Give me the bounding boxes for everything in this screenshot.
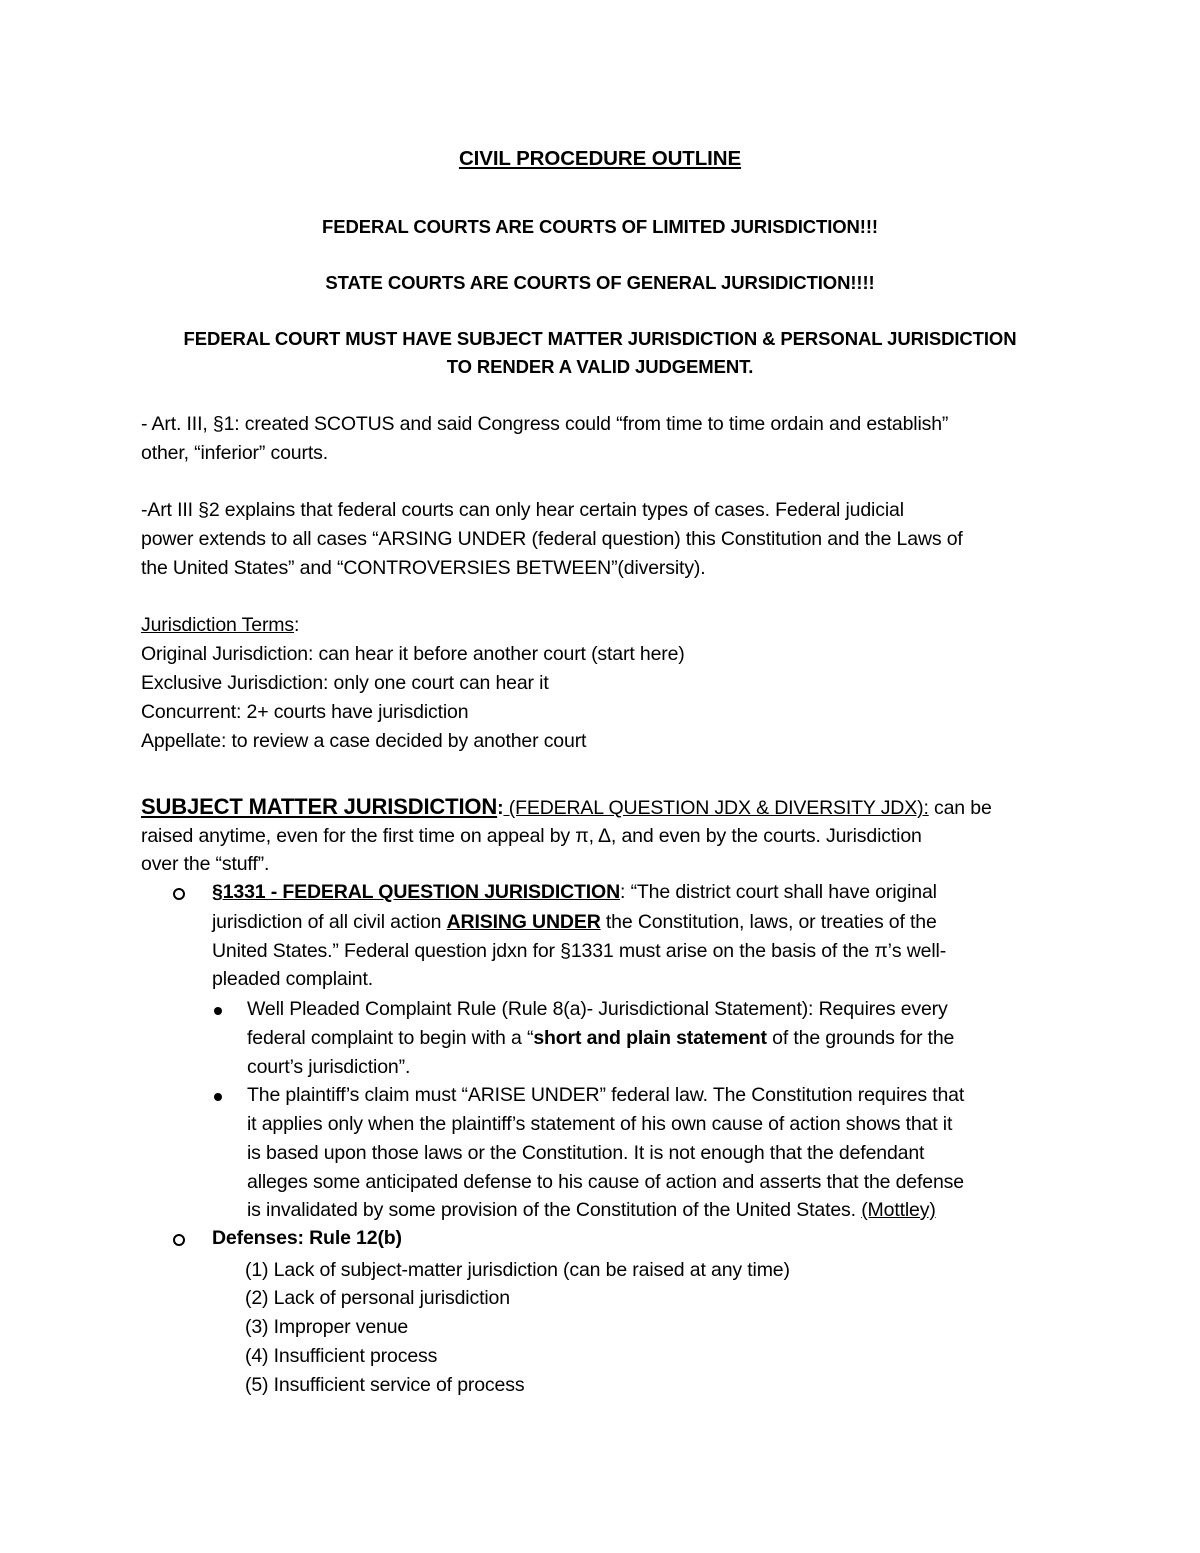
arise-line-5: is invalidated by some provision of the Constitution of the United States. (Mottley) (247, 1199, 936, 1221)
art-iii-s2-line-3: the United States” and “CONTROVERSIES BETWEEN”(diversity). (141, 557, 706, 579)
term-original: Original Jurisdiction: can hear it before another court (start here) (141, 643, 685, 665)
fq-line-2: jurisdiction of all civil action ARISING UNDER the Constitution, laws, or treaties of the (212, 911, 937, 933)
heading-valid-judgement-1: FEDERAL COURT MUST HAVE SUBJECT MATTER JURISDICTION & PERSONAL JURISDICTION (183, 328, 1017, 349)
arise-line-2: it applies only when the plaintiff’s statement of his own cause of action shows that it (247, 1113, 953, 1135)
document-title: CIVIL PROCEDURE OUTLINE (458, 147, 742, 170)
arise-line-3: is based upon those laws or the Constitution. It is not enough that the defendant (247, 1142, 925, 1164)
short-and-plain: short and plain statement (533, 1027, 767, 1049)
smj-line-2: raised anytime, even for the first time on appeal by π, Δ, and even by the courts. Jurisdiction (141, 825, 922, 847)
circle-bullet-icon (173, 888, 185, 900)
arise-line-1: The plaintiff’s claim must “ARISE UNDER” federal law. The Constitution requires that (247, 1084, 965, 1106)
smj-heading: SUBJECT MATTER JURISDICTION (141, 794, 498, 819)
defense-item: (2) Lack of personal jurisdiction (245, 1287, 510, 1309)
fq-line-4: pleaded complaint. (212, 968, 373, 990)
disc-bullet-icon (214, 1093, 222, 1101)
smj-paren: (FEDERAL QUESTION JDX & DIVERSITY JDX): (503, 797, 929, 819)
heading-valid-judgement-2: TO RENDER A VALID JUDGEMENT. (446, 356, 754, 377)
circle-bullet-icon (173, 1234, 185, 1246)
art-iii-s2-line-2: power extends to all cases “ARSING UNDER (federal question) this Constitution and the Laws of (141, 528, 963, 550)
art-iii-s1-line-2: other, “inferior” courts. (141, 442, 328, 464)
term-concurrent: Concurrent: 2+ courts have jurisdiction (141, 701, 469, 723)
fq-line-1: §1331 - FEDERAL QUESTION JURISDICTION: “The district court shall have original (212, 881, 937, 903)
arising-under: ARISING UNDER (446, 911, 601, 933)
term-exclusive: Exclusive Jurisdiction: only one court can hear it (141, 672, 549, 694)
fq-line-3: United States.” Federal question jdxn for §1331 must arise on the basis of the π’s well- (212, 940, 947, 962)
art-iii-s2-line-1: -Art III §2 explains that federal courts can only hear certain types of cases. Federal judicial (141, 499, 904, 521)
heading-state-general: STATE COURTS ARE COURTS OF GENERAL JURSIDICTION!!!! (325, 272, 875, 293)
terms-heading-line: Jurisdiction Terms: (141, 614, 300, 636)
defense-item: (1) Lack of subject-matter jurisdiction (can be raised at any time) (245, 1259, 790, 1281)
term-appellate: Appellate: to review a case decided by another court (141, 730, 587, 752)
fq-heading: §1331 - FEDERAL QUESTION JURISDICTION (212, 881, 621, 903)
defenses-heading: Defenses: Rule 12(b) (212, 1227, 402, 1249)
mottley-cite: (Mottley) (861, 1199, 936, 1221)
defense-item: (5) Insufficient service of process (245, 1374, 525, 1396)
terms-heading: Jurisdiction Terms (141, 614, 294, 636)
wpcr-line-1: Well Pleaded Complaint Rule (Rule 8(a)- Jurisdictional Statement): Requires every (247, 998, 948, 1020)
wpcr-line-2: federal complaint to begin with a “short and plain statement of the grounds for the (247, 1027, 955, 1049)
smj-line-1: SUBJECT MATTER JURISDICTION: (FEDERAL QUESTION JDX & DIVERSITY JDX): can be (141, 794, 992, 819)
defense-item: (4) Insufficient process (245, 1345, 438, 1367)
heading-federal-limited: FEDERAL COURTS ARE COURTS OF LIMITED JURISDICTION!!! (322, 216, 878, 237)
defense-item: (3) Improper venue (245, 1316, 409, 1338)
disc-bullet-icon (214, 1007, 222, 1015)
arise-line-4: alleges some anticipated defense to his cause of action and asserts that the defense (247, 1171, 964, 1193)
smj-line-3: over the “stuff”. (141, 853, 270, 875)
wpcr-line-3: court’s jurisdiction”. (247, 1056, 411, 1078)
art-iii-s1-line-1: - Art. III, §1: created SCOTUS and said Congress could “from time to time ordain and establish” (141, 413, 949, 435)
